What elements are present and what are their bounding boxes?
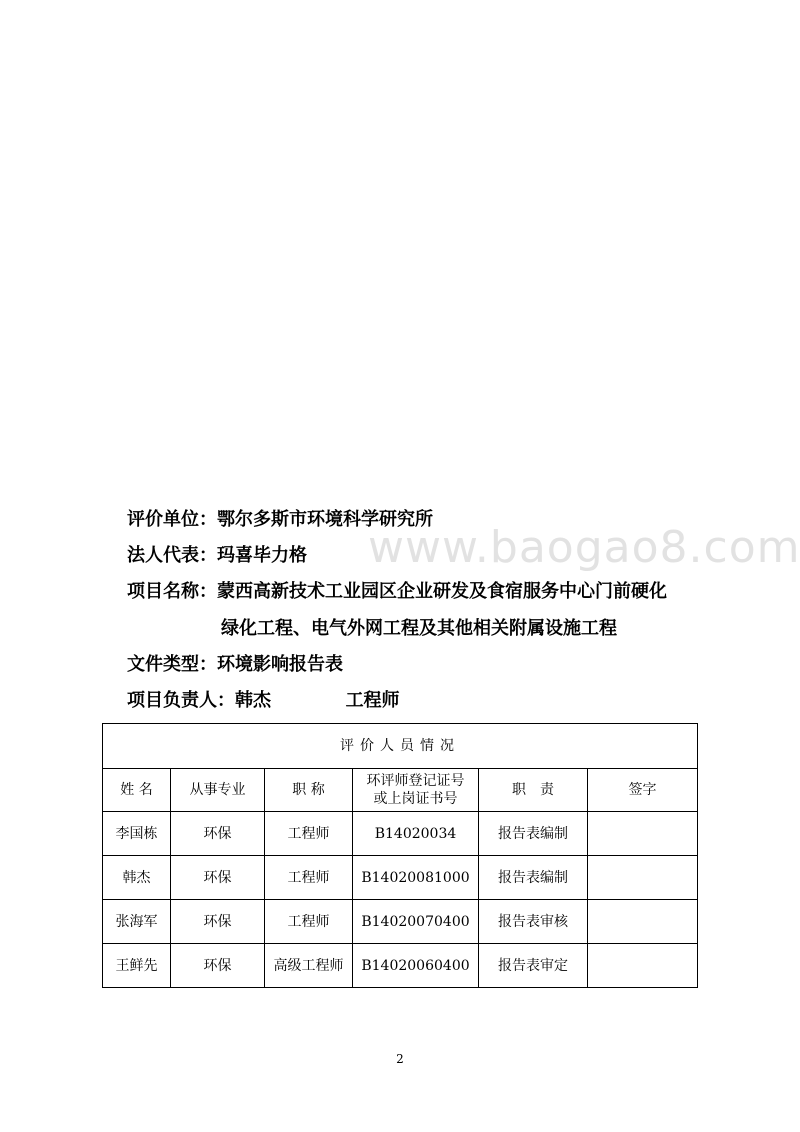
header-cert-line-1: 环评师登记证号 — [366, 773, 465, 789]
cell-name: 王鲜先 — [103, 944, 171, 988]
table-row — [103, 856, 698, 900]
table-row — [103, 944, 698, 988]
cell-name: 李国栋 — [103, 812, 171, 856]
header-major: 从事专业 — [171, 769, 265, 812]
table-row — [103, 900, 698, 944]
cell-major: 环保 — [171, 944, 265, 988]
table-row — [103, 812, 698, 856]
cell-cert: B14020034 — [353, 812, 479, 856]
project-name-line-1: 项目名称：蒙西高新技术工业园区企业研发及食宿服务中心门前硬化 — [127, 581, 667, 602]
cell-duty: 报告表审核 — [479, 900, 588, 944]
cell-name: 韩杰 — [103, 856, 171, 900]
table-title: 评价人员情况 — [103, 724, 698, 769]
cell-major: 环保 — [171, 856, 265, 900]
eval-unit-line: 评价单位：鄂尔多斯市环境科学研究所 — [127, 509, 433, 530]
table-header-row — [103, 769, 698, 812]
cell-title: 高级工程师 — [265, 944, 353, 988]
cell-cert: B14020081000 — [353, 856, 479, 900]
table-title-row — [103, 724, 698, 769]
watermark-text: www.baogao8.com — [368, 522, 800, 573]
page-number: 2 — [396, 1052, 404, 1066]
file-type-line: 文件类型：环境影响报告表 — [127, 654, 343, 675]
cell-name: 张海军 — [103, 900, 171, 944]
project-lead-line — [127, 686, 400, 712]
evaluation-staff-table — [102, 723, 698, 988]
legal-rep-line: 法人代表：玛喜毕力格 — [127, 545, 307, 566]
header-name: 姓 名 — [103, 769, 171, 812]
cell-title: 工程师 — [265, 856, 353, 900]
cell-duty: 报告表审定 — [479, 944, 588, 988]
cell-sign — [588, 900, 698, 944]
header-duty: 职 责 — [479, 769, 588, 812]
cell-title: 工程师 — [265, 812, 353, 856]
cell-sign — [588, 944, 698, 988]
header-cert-line-2: 或上岗证书号 — [373, 791, 458, 807]
project-lead-name: 项目负责人：韩杰 — [127, 690, 271, 711]
header-sign: 签字 — [588, 769, 698, 812]
cell-sign — [588, 812, 698, 856]
cell-duty: 报告表编制 — [479, 856, 588, 900]
cell-duty: 报告表编制 — [479, 812, 588, 856]
cell-major: 环保 — [171, 812, 265, 856]
header-cert — [353, 769, 479, 812]
cell-cert: B14020060400 — [353, 944, 479, 988]
header-title: 职 称 — [265, 769, 353, 812]
project-lead-title: 工程师 — [345, 690, 400, 711]
cell-title: 工程师 — [265, 900, 353, 944]
project-name-line-2: 绿化工程、电气外网工程及其他相关附属设施工程 — [221, 618, 617, 639]
cell-major: 环保 — [171, 900, 265, 944]
cell-cert: B14020070400 — [353, 900, 479, 944]
cell-sign — [588, 856, 698, 900]
